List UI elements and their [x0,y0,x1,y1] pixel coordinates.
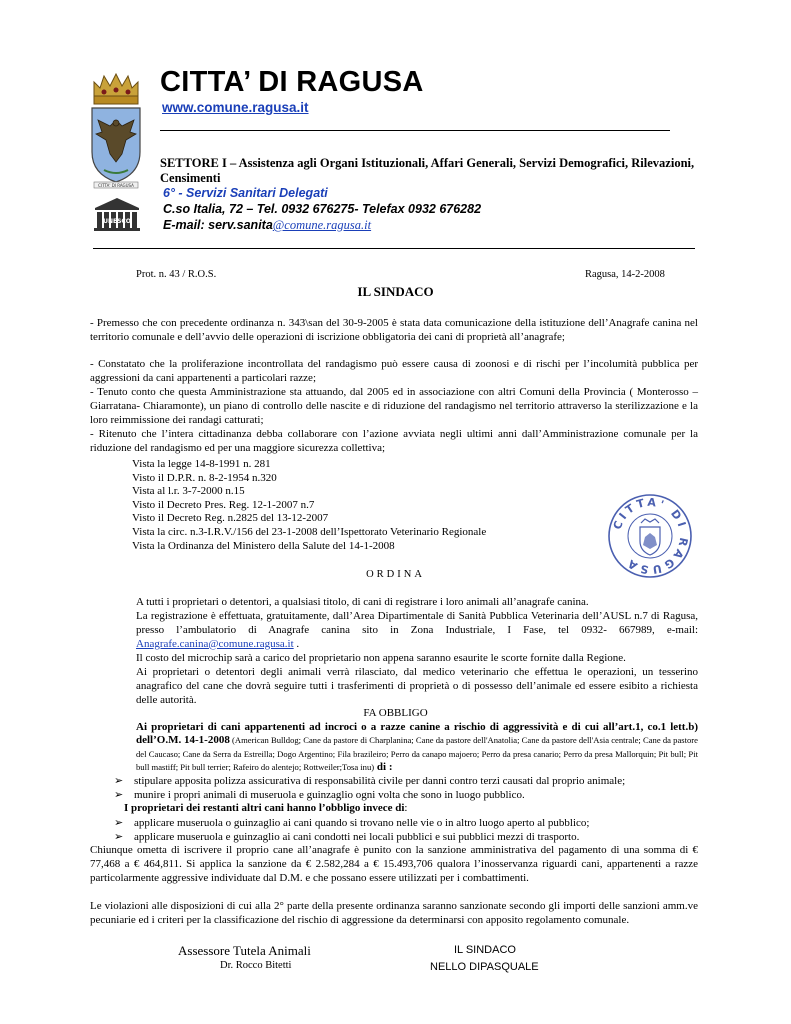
sanzioni-paragraph-2: Le violazioni alle disposizioni di cui alla 2° parte della presente ordinanza saranno sanzionate secondo gli importi delle sanzioni amm.ve pecuniarie ed i criteri per la classificazione del rischio di aggressione da determinarsi con apposito regolamento comunale. [90,900,698,926]
protocol-number: Prot. n. 43 / R.O.S. [136,269,217,280]
list-item [114,788,525,801]
restanti-heading [124,802,407,814]
arrow-bullet-icon: ➢ [114,831,124,843]
vista-item: Visto il Decreto Pres. Reg. 12-1-2007 n.7 [132,498,315,511]
arrow-bullet-icon: ➢ [114,789,124,801]
obbligo-bold-text: Ai proprietari di cani appartenenti ad incroci o a razze canine a rischio di aggressività e di cui all’art.1, co.1 lett.b) dell’O.M. 14-1-2008 [136,721,698,747]
breed-list: (American Bulldog; Cane da pastore di Charplanina; Cane da pastore dell'Anatolia; Cane da pastore dell'Asia centrale; Cane da pastore del Caucaso; Cane da Serra da Estreilla; Dogo Argentino; Fila brazileiro; Perro da canapo majoero; Perro da presa canario; Perro da presa Mallorquin; Pit bull; Pit bull mastiff; Pit bull terrier; Rafeiro do alentejo; Rottweiler;Tosa inu) [136,735,698,773]
sindaco-name: NELLO DIPASQUALE [430,961,539,973]
obbligo-dangerous-breeds [136,721,698,775]
sanzioni-paragraph-1: Chiunque ometta di iscrivere il proprio cane all’anagrafe è punito con la sanzione amministrativa del pagamento di una somma di € 77,468 a € 464,811. Si applica la sanzione da € 2.582,284 a € 15.493,706 qualora l’inosservanza riguardi cani, appartenenti a razze particolarmente aggressive individuate dal D.M. e che possano essere utilizzati per i combattimenti. [90,844,698,884]
vista-item: Vista la Ordinanza del Ministero della Salute del 14-1-2008 [132,539,395,552]
ordina-paragraph-1: A tutti i proprietari o detentori, a qualsiasi titolo, di cani di registrare i loro animali all’anagrafe canina. [136,596,589,608]
ordina-heading: ORDINA [366,569,425,580]
city-crest-logo [88,70,144,190]
vista-list [132,458,486,553]
sector-title: SETTORE I – Assistenza agli Organi Istituzionali, Affari Generali, Servizi Demografici, Rilevazioni, Censimenti [160,156,695,185]
premessa-1: - Premesso che con precedente ordinanza n. 343\san del 30-9-2005 è stata data comunicazione della istituzione dell’Anagrafe canina nel territorio comunale e dell’avvio delle operazioni di iscrizione obbligatoria dei cani di proprietà all’anagrafe; [90,317,698,343]
vista-item: Vista la circ. n.3-I.R.V./156 del 23-1-2008 dell’Ispettorato Veterinario Regionale [132,525,487,538]
assessore-name: Dr. Rocco Bitetti [220,960,292,971]
sindaco-title: IL SINDACO [454,944,516,956]
premessa-3: - Tenuto conto che questa Amministrazione sta attuando, dal 2005 ed in associazione con altri Comuni della Provincia ( Monterosso – Giarratana- Chiaramonte), un piano di controllo delle nascite e di riduzione del randagismo nel territorio attraverso la sterilizzazione e la loro reimmissione dei randagi catturati; [90,386,698,426]
email-domain-link[interactable]: @comune.ragusa.it [272,218,372,232]
list-item [114,816,589,829]
email-label: E-mail: serv.sanita [163,218,273,232]
restanti-colon: : [404,802,408,814]
document-date: Ragusa, 14-2-2008 [585,269,665,280]
ordina-paragraph-4: Ai proprietari o detentori degli animali verrà rilasciato, dal medico veterinario che effettua le operazioni, un tesserino anagrafico del cane che dovrà seguire tutti i trasferimenti di proprietà o di possesso dell’animale ed essere esibito a richiesta delle autorità. [136,666,698,706]
city-title: CITTA’ DI RAGUSA [160,66,424,98]
ordina-paragraph-3: Il costo del microchip sarà a carico del proprietario non appena saranno esaurite le scorte fornite dalla Regione. [136,652,626,664]
bullet-text: stipulare apposita polizza assicurativa di responsabilità civile per danni contro terzi causati dal proprio animale; [134,775,626,787]
page-heading: IL SINDACO [357,284,434,299]
premessa-4: - Ritenuto che l’intera cittadinanza debba collaborare con l’azione avviata negli ultimi anni dall’Amministrazione comunale per la riduzione del randagismo ed per una maggiore sicurezza collettiva; [90,428,698,454]
unesco-logo [92,196,142,232]
vista-item: Visto il Decreto Reg. n.2825 del 13-12-2007 [132,512,329,525]
list-item [114,830,579,843]
bullet-text: applicare museruola o guinzaglio ai cani quando si trovano nelle vie o in altro luogo aperto al pubblico; [134,817,590,829]
list-item [114,774,625,787]
vista-item: Vista al l.r. 3-7-2000 n.15 [132,485,245,498]
arrow-bullet-icon: ➢ [114,817,124,829]
crest-caption: CITTA' DI RAGUSA [98,183,134,188]
ordina-paragraph-2 [136,610,698,651]
main-divider [93,248,695,249]
bullet-text: applicare museruola e guinzaglio ai cani condotti nei locali pubblici e sui pubblici mezzi di trasporto. [134,831,580,843]
header-divider [160,130,670,131]
anagrafe-email-link[interactable]: Anagrafe.canina@comune.ragusa.it [136,637,294,650]
unesco-text: UNESCO [103,218,131,225]
premessa-2: - Constatato che la proliferazione incontrollata del randagismo può essere causa di zoonosi e di rischi per l’incolumità pubblica per aggressioni da cani appartenenti a particolari razze; [90,358,698,384]
vista-item: Visto il D.P.R. n. 8-2-1954 n.320 [132,471,277,484]
obbligo-di: di : [374,761,393,774]
city-stamp [607,493,693,579]
website-link[interactable]: www.comune.ragusa.it [162,100,309,115]
arrow-bullet-icon: ➢ [114,775,124,787]
service-name: 6° - Servizi Sanitari Delegati [163,186,328,200]
registration-end: . [293,637,300,650]
email-line [163,218,371,233]
assessore-title: Assessore Tutela Animali [178,943,311,958]
vista-item: Vista la legge 14-8-1991 n. 281 [132,458,271,470]
bullet-text: munire i propri animali di museruola e guinzaglio ogni volta che sono in luogo pubblico. [134,789,525,801]
stamp-text: CITTA' DI RAGUSA [610,495,691,577]
office-address: C.so Italia, 72 – Tel. 0932 676275- Telefax 0932 676282 [163,202,482,216]
fa-obbligo-heading: FA OBBLIGO [363,707,428,719]
registration-text: La registrazione è effettuata, gratuitamente, dall’Area Dipartimentale di Sanità Pubblica Veterinaria dell’AUSL n.7 di Ragusa, presso l’ambulatorio di Anagrafe canina sito in Zona Industriale, I Fase, tel 0932- 667989, e-mail: [136,610,698,636]
restanti-text: I proprietari dei restanti altri cani hanno l’obbligo invece di [124,802,405,814]
